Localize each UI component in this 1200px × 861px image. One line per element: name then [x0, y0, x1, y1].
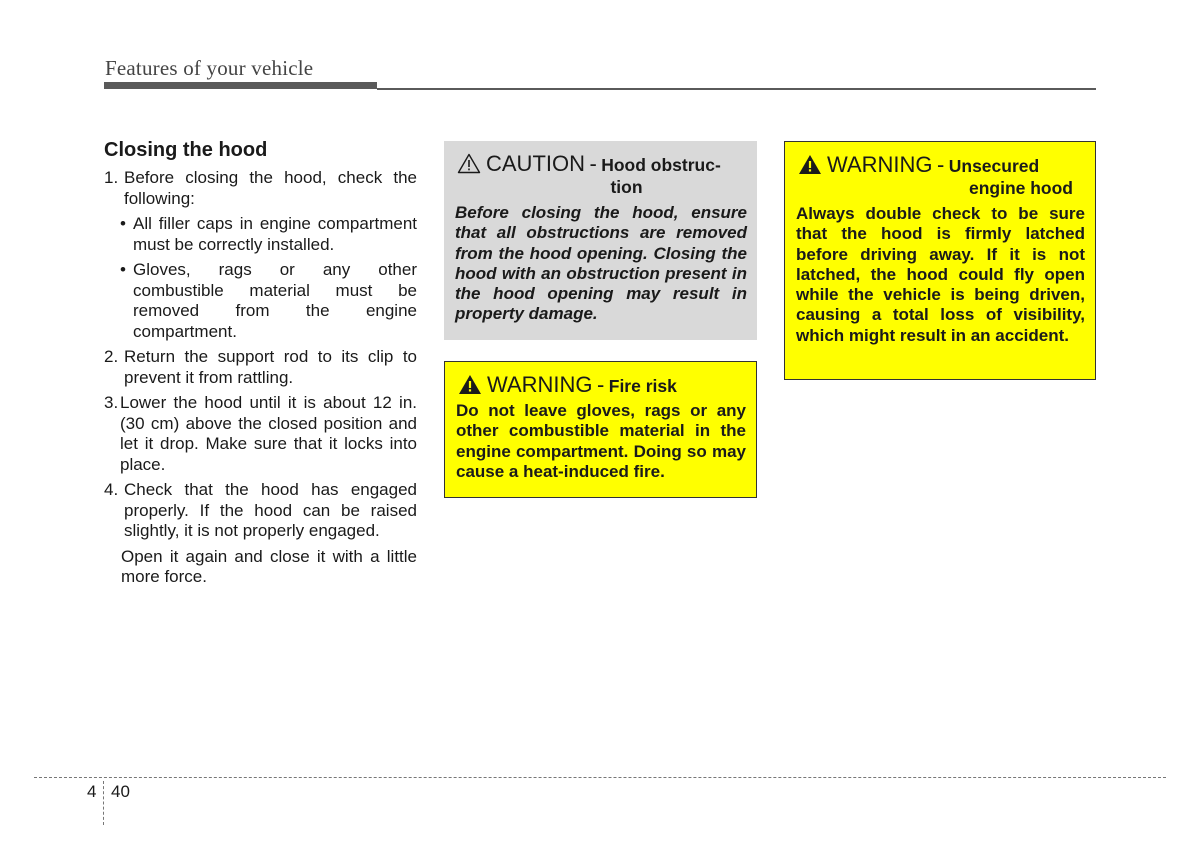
warning-label: WARNING — [827, 152, 933, 177]
bullet-item — [104, 260, 417, 342]
caution-label: CAUTION — [486, 151, 585, 176]
title-separator: - — [589, 151, 597, 176]
footer-rule — [34, 777, 1166, 778]
step-4 — [104, 480, 417, 542]
caution-box — [444, 141, 757, 340]
warning-subject: Unsecured — [948, 156, 1040, 176]
header-rule-thick — [104, 82, 377, 89]
warning-label: WARNING — [487, 372, 593, 397]
footer-divider — [103, 781, 104, 825]
step-3 — [104, 393, 417, 475]
header-title: Features of your vehicle — [105, 56, 314, 80]
warning-title — [456, 372, 746, 398]
step-number: 2. — [104, 347, 119, 366]
step-number: 1. — [104, 168, 119, 187]
section-heading: Closing the hood — [104, 139, 268, 161]
chapter-number: 4 — [87, 782, 97, 801]
caution-subject: Hood obstruc- — [601, 155, 721, 175]
unsecured-hood-warning-box — [784, 141, 1096, 380]
bullet-text: All filler caps in engine compartment must be correctly installed. — [133, 214, 417, 254]
title-separator: - — [936, 152, 945, 177]
caution-title — [455, 151, 747, 198]
step-4-note: Open it again and close it with a little more force. — [121, 546, 417, 586]
warning-triangle-filled-icon — [798, 154, 822, 180]
bullet-dot-icon: • — [120, 260, 126, 279]
warning-subject: Fire risk — [608, 376, 677, 396]
warning-triangle-outline-icon — [457, 153, 481, 179]
warning-subject-continued: engine hood — [968, 178, 1073, 198]
warning-triangle-filled-icon — [458, 374, 482, 400]
bullet-item — [104, 214, 417, 255]
step-text: Lower the hood until it is about 12 in. (30 cm) above the closed position and let it drop. Make sure that it locks into place. — [120, 393, 417, 474]
unsecured-hood-body: Always double check to be sure that the hood is firmly latched before driving away. If it is not latched, the hood could fly open while the vehicle is being driven, causing a total loss of visibility, which might result in an accident. — [796, 204, 1085, 345]
header-rule-thin — [377, 88, 1096, 90]
step-number: 4. — [104, 480, 119, 499]
page-number: 40 — [111, 782, 130, 801]
fire-risk-warning-box — [444, 361, 757, 498]
bullet-dot-icon: • — [120, 214, 126, 233]
step-text: Return the support rod to its clip to prevent it from rattling. — [124, 347, 417, 387]
caution-body: Before closing the hood, ensure that all obstructions are removed from the hood opening. Closing the hood with an obstruction present in the hood opening may result in property damage. — [455, 203, 747, 324]
caution-subject-continued: tion — [610, 177, 643, 197]
bullet-text: Gloves, rags or any other combustible material must be removed from the engine compartment. — [133, 260, 417, 341]
fire-risk-body: Do not leave gloves, rags or any other combustible material in the engine compartment. Doing so may cause a heat-induced fire. — [456, 401, 746, 481]
step-1 — [104, 168, 417, 209]
title-separator: - — [596, 372, 605, 397]
step-text: Check that the hood has engaged properly. If the hood can be raised slightly, it is not properly engaged. — [124, 480, 417, 540]
step-text: Before closing the hood, check the following: — [124, 168, 417, 208]
warning-title — [796, 152, 1085, 199]
step-2 — [104, 347, 417, 388]
step-number: 3. — [104, 393, 119, 412]
closing-hood-section — [104, 139, 417, 588]
